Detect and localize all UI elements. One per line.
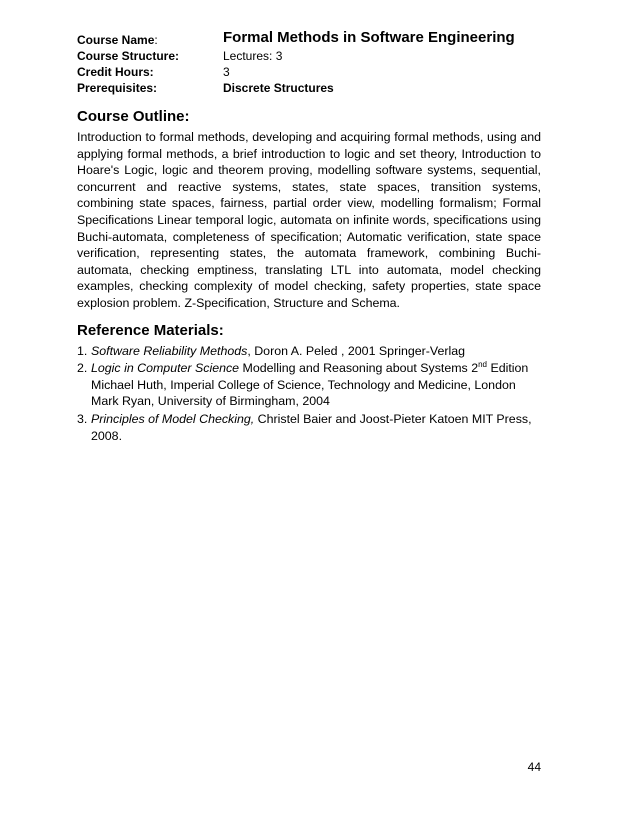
credit-hours-value: 3 bbox=[223, 65, 230, 79]
reference-details: Christel Baier and Joost-Pieter Katoen MIT Press, 2008. bbox=[91, 411, 532, 443]
reference-item bbox=[77, 360, 541, 410]
course-info-table bbox=[77, 28, 515, 96]
reference-materials-heading: Reference Materials: bbox=[77, 321, 224, 339]
course-structure-value: Lectures: 3 bbox=[223, 49, 283, 63]
prerequisites-value: Discrete Structures bbox=[223, 81, 334, 95]
reference-list bbox=[77, 343, 541, 445]
reference-number: 2. bbox=[77, 361, 88, 376]
reference-item bbox=[77, 343, 541, 360]
credit-hours-row bbox=[77, 64, 515, 80]
reference-number: 1. bbox=[77, 343, 88, 358]
page-number: 44 bbox=[527, 760, 541, 774]
reference-item bbox=[77, 411, 541, 444]
reference-superscript: nd bbox=[478, 360, 487, 369]
prerequisites-label: Prerequisites: bbox=[77, 81, 158, 95]
reference-title: Logic in Computer Science bbox=[91, 361, 240, 376]
prerequisites-row bbox=[77, 80, 515, 96]
reference-title: Software Reliability Methods bbox=[91, 343, 248, 358]
credit-hours-label: Credit Hours: bbox=[77, 65, 154, 79]
course-outline-heading: Course Outline: bbox=[77, 108, 190, 125]
document-page bbox=[77, 28, 541, 445]
course-structure-row bbox=[77, 48, 515, 64]
reference-details: Modelling and Reasoning about Systems 2 bbox=[239, 361, 479, 376]
course-name-value: Formal Methods in Software Engineering bbox=[223, 29, 515, 46]
course-outline-text: Introduction to formal methods, developing and acquiring formal methods, using and applying formal methods, a brief introduction to logic and set theory, Introduction to Hoare's Logic, logic and theorem proving, modelling software systems, sequential, concurrent and reactive systems, states, state spaces, transition systems, combining state spaces, fairness, partial order view, modelling formalism; Formal Specifications Linear temporal logic, automata on infinite words, specifications using Buchi-automata, completeness of specification; Automatic verification, state space verification, representing states, the automata framework, combining Buchi-automata, checking emptiness, translating LTL into automata, model checking examples, checking complexity of model checking, safety properties, state space explosion problem. Z-Specification, Structure and Schema. bbox=[77, 130, 541, 310]
reference-details: , Doron A. Peled , 2001 Springer-Verlag bbox=[247, 343, 466, 358]
reference-number: 3. bbox=[77, 411, 88, 426]
reference-title: Principles of Model Checking, bbox=[91, 411, 255, 426]
course-name-label: Course Name: bbox=[77, 33, 158, 47]
reference-details-continued: Edition Michael Huth, Imperial College of Science, Technology and Medicine, London Mark Ryan, University of Birmingham, 2004 bbox=[91, 361, 529, 409]
course-name-row bbox=[77, 28, 515, 48]
course-structure-label: Course Structure: bbox=[77, 49, 180, 63]
